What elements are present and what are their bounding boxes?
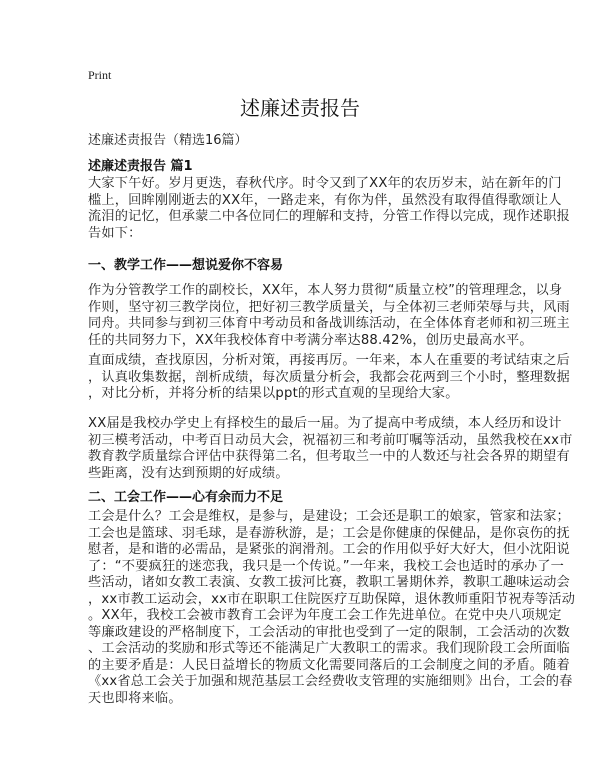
text-line: 、工会活动的奖励和形式等还不能满足广大教职工的需求。我们现阶段工会所面临 [88,641,570,656]
section-title: 述廉述责报告 篇1 [88,159,193,174]
text-line: 《xx省总工会关于加强和规范基层工会经费收支管理的实施细则》出台，工会的春 [88,674,573,689]
text-line: 直面成绩，查找原因，分析对策，再接再厉。一年来，本人在重要的考试结束之后 [88,353,570,368]
text-line: ，xx市教工运动会，xx市在职职工住院医疗互助保障，退休教师重阳节祝寿等活动 [88,591,576,607]
paragraph-1 [88,176,570,242]
text-line: 等廉政建设的严格制度下，工会活动的审批也受到了一定的限制，工会活动的次数 [88,624,570,640]
text-line: ，认真收集数据，剖析成绩，每次质量分析会，我都会花两到三个小时，整理数据 [88,369,570,385]
paragraph-2 [88,283,570,349]
text-line: 些活动，诸如女教工表演、女教工拔河比赛，教职工暑期休养，教职工趣味运动会 [88,575,570,590]
document-title: 述廉述责报告 [240,96,360,120]
text-line: 任的共同努力下，XX年我校体育中考满分率达88.42%，创历史最高水平。 [88,332,533,348]
document-subtitle: 述廉述责报告（精选16篇） [88,133,248,148]
text-line: 初三模考活动，中考百日动员大会，祝福初三和考前叮嘱等活动，虽然我校在xx市 [88,432,573,448]
text-line: 些距离，没有达到预期的好成绩。 [88,465,289,481]
text-line: 。XX年，我校工会被市教育工会评为年度工会工作先进单位。在党中央八项规定 [88,608,562,623]
text-line: XX届是我校办学史上有择校生的最后一届。为了提高中考成绩，本人经历和设计 [88,416,562,431]
paragraph-4 [88,416,573,482]
heading-teaching: 一、教学工作——想说爱你不容易 [88,258,284,273]
text-line: 天也即将来临。 [88,690,182,706]
text-line: 的主要矛盾是：人民日益增长的物质文化需要同落后的工会制度之间的矛盾。随着 [88,657,570,673]
heading-union: 二、工会工作——心有余而力不足 [88,490,284,505]
paragraph-5 [88,509,576,707]
text-line: 作为分管教学工作的副校长，XX年，本人努力贯彻“质量立校”的管理理念，以身 [88,283,563,298]
text-line: 同舟。共同参与到初三体育中考动员和备战训练活动，在全体体育老师和初三班主 [88,316,570,331]
text-line: 工会是什么？工会是维权，是参与，是建设；工会还是职工的娘家，管家和法家； [88,509,570,524]
text-line: 流泪的记忆，但承蒙二中各位同仁的理解和支持，分管工作得以完成，现作述职报 [88,209,570,224]
text-line: 槛上，回眸刚刚逝去的XX年，一路走来，有你为伴，虽然没有取得值得歌颂让人 [88,192,562,208]
text-line: 作则，坚守初三教学岗位，把好初三教学质量关，与全体初三老师荣辱与共，风雨 [88,299,570,315]
text-line: 工会也是篮球、羽毛球，是春游秋游，是；工会是你健康的保健品，是你哀伤的抚 [88,525,570,541]
text-line: 大家下午好。岁月更迭，春秋代序。时令又到了XX年的农历岁末，站在新年的门 [88,176,562,191]
text-line: 告如下： [88,225,142,241]
paragraph-3 [88,353,570,403]
text-line: 了：“不要疯狂的迷恋我，我只是一个传说。”一年来，我校工会也适时的承办了一 [88,558,565,574]
text-line: ，对比分析，并将分析的结果以ppt的形式直观的呈现给大家。 [88,386,459,401]
text-line: 教育教学质量综合评估中获得第二名，但考取兰一中的人数还与社会各界的期望有 [88,449,570,464]
text-line: 慰者，是和谐的必需品，是紧张的润滑剂。工会的作用似乎好大好大，但小沈阳说 [88,542,570,557]
print-label: Print [88,68,112,82]
